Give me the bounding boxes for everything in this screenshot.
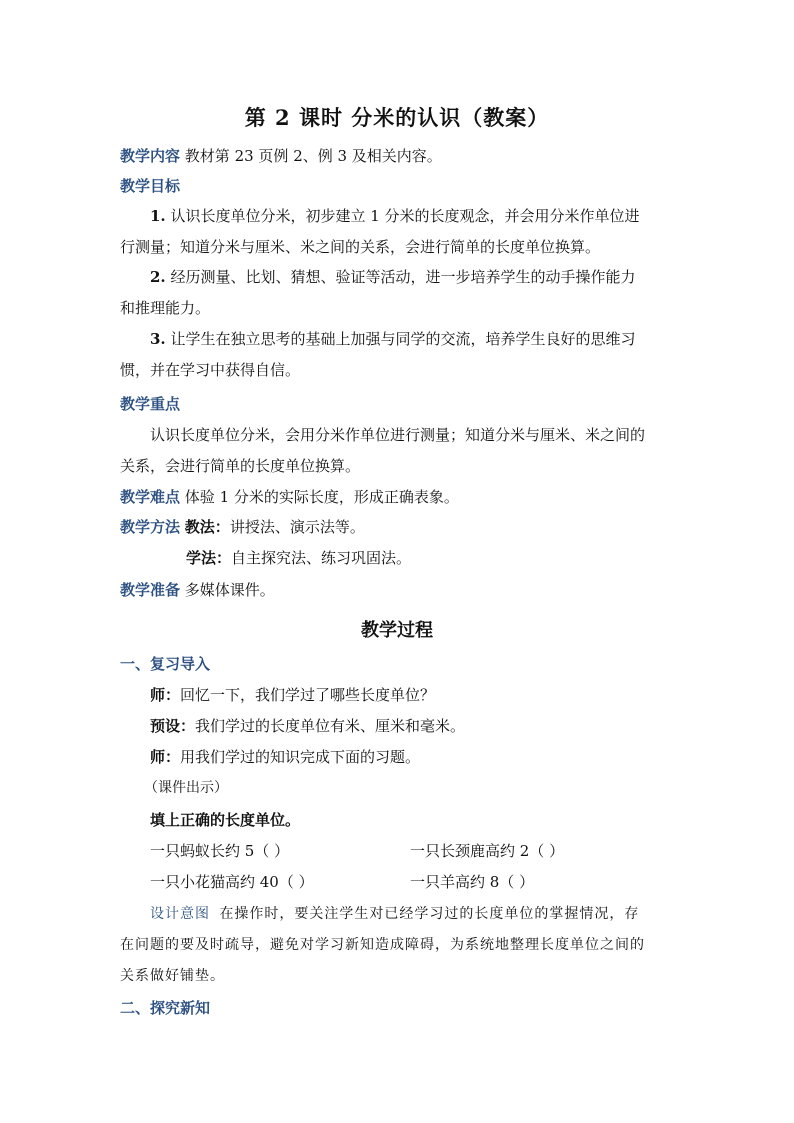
preset-answer — [150, 716, 710, 736]
objectives-heading — [120, 176, 680, 196]
teacher-instruction-2 — [150, 747, 710, 767]
objective-1-text: 认识长度单位分米，初步建立 1 分米的长度观念，并会用分米作单位进 — [170, 207, 640, 225]
objective-2-line2: 和推理能力。 — [120, 299, 211, 317]
preparation — [120, 580, 680, 600]
exercise-item-1: 一只蚂蚁长约 5（ ） — [150, 842, 290, 860]
learn-method-label: 学法： — [186, 549, 232, 567]
objective-3-line2: 惯，并在学习中获得自信。 — [120, 361, 301, 379]
section2-heading — [120, 998, 680, 1018]
teacher-question-1 — [150, 685, 710, 705]
objective-3-line1 — [150, 329, 710, 349]
exercise-item-3: 一只小花猫高约 40（ ） — [150, 873, 314, 891]
teaching-content-label: 教学内容 — [120, 147, 181, 165]
difficulty — [120, 487, 680, 507]
design-intent-line3: 关系做好铺垫。 — [120, 968, 225, 984]
key-points-line2: 关系，会进行简单的长度单位换算。 — [120, 457, 361, 475]
objective-1-line1 — [150, 206, 710, 226]
objective-2-number: 2. — [150, 268, 166, 286]
page-title: 第 2 课时 分米的认识（教案） — [244, 105, 550, 130]
process-heading: 教学过程 — [361, 620, 433, 641]
design-intent-label: 设计意图 — [150, 906, 210, 922]
objective-2-text: 经历测量、比划、猜想、验证等活动，进一步培养学生的动手操作能力 — [170, 268, 636, 286]
methods-label: 教学方法 — [120, 518, 181, 536]
teaching-content — [120, 146, 680, 166]
objective-1-number: 1. — [150, 207, 166, 225]
methods-teach — [120, 517, 680, 537]
teacher-label-1: 师： — [150, 686, 181, 704]
teacher-text-1: 回忆一下，我们学过了哪些长度单位？ — [180, 686, 436, 704]
exercise-title-text: 填上正确的长度单位。 — [150, 811, 301, 829]
teacher-text-2: 用我们学过的知识完成下面的习题。 — [180, 748, 421, 766]
preparation-text: 多媒体课件。 — [184, 581, 275, 599]
objective-1-line2: 行测量；知道分米与厘米、米之间的关系，会进行简单的长度单位换算。 — [120, 238, 601, 256]
objective-2-line1 — [150, 267, 710, 287]
objective-3-number: 3. — [150, 330, 166, 348]
difficulty-label: 教学难点 — [120, 488, 181, 506]
teach-method-label: 教法： — [184, 518, 230, 536]
learn-method-text: 自主探究法、练习巩固法。 — [231, 549, 412, 567]
exercise-item-4: 一只羊高约 8（ ） — [410, 873, 535, 891]
objective-3-text: 让学生在独立思考的基础上加强与同学的交流，培养学生良好的思维习 — [170, 330, 636, 348]
design-intent-line1 — [150, 904, 710, 924]
preset-label: 预设： — [150, 717, 196, 735]
methods-learn — [186, 548, 746, 568]
section1-heading-text: 一、复习导入 — [120, 655, 211, 673]
design-intent-line2: 在问题的要及时疏导，避免对学习新知造成障碍，为系统地整理长度单位之间的 — [120, 937, 645, 953]
teacher-label-2: 师： — [150, 748, 181, 766]
objectives-label: 教学目标 — [120, 177, 181, 195]
section1-heading — [120, 654, 680, 674]
preparation-label: 教学准备 — [120, 581, 181, 599]
key-points-heading — [120, 394, 680, 414]
teach-method-text: 讲授法、演示法等。 — [229, 518, 365, 536]
difficulty-text: 体验 1 分米的实际长度，形成正确表象。 — [184, 488, 459, 506]
key-points-line1: 认识长度单位分米，会用分米作单位进行测量；知道分米与厘米、米之间的 — [150, 426, 646, 444]
design-intent-text1: 在操作时，要关注学生对已经学习过的长度单位的掌握情况，存 — [219, 906, 640, 922]
exercise-title — [150, 810, 710, 830]
key-points-label: 教学重点 — [120, 395, 181, 413]
preset-text: 我们学过的长度单位有米、厘米和毫米。 — [195, 717, 466, 735]
exercise-item-2: 一只长颈鹿高约 2（ ） — [410, 842, 565, 860]
courseware-note: （课件出示） — [144, 780, 228, 796]
teaching-content-text: 教材第 23 页例 2、例 3 及相关内容。 — [184, 147, 442, 165]
section2-heading-text: 二、探究新知 — [120, 999, 211, 1017]
